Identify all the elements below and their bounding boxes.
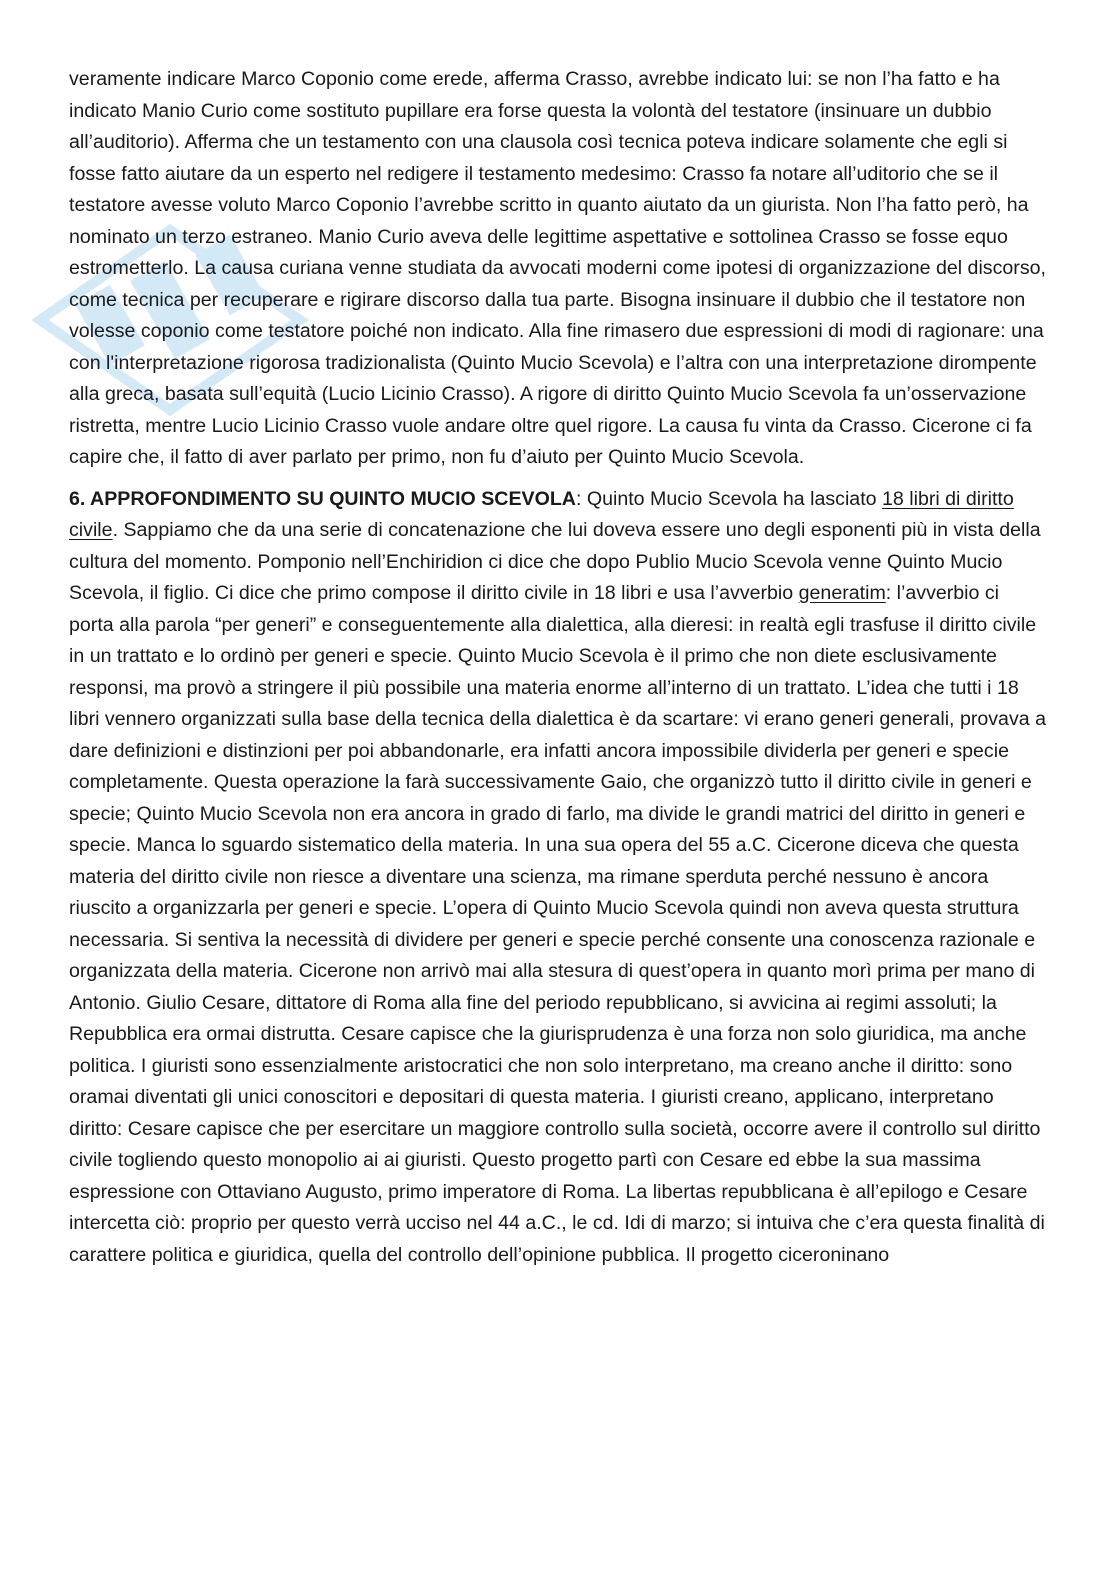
paragraph: veramente indicare Marco Coponio come erede, afferma Crasso, avrebbe indicato lui: se non l’ha fatto e ha indicato Manio Curio come sostituto pupillare era forse questa la volontà del testatore (insinuare un dubbio all’auditorio). Afferma che un testamento con una clausola così tecnica poteva indicare solamente che egli si fosse fatto aiutare da un esperto nel redigere il testamento medesimo: Crasso fa notare all’uditorio che se il testatore avesse voluto Marco Coponio l’avrebbe scritto in quanto aiutato da un giurista. Non l’ha fatto però, ha nominato un terzo estraneo. Manio Curio aveva delle legittime aspettative e sottolinea Crasso se fosse equo estrometterlo. La causa curiana venne studiata da avvocati moderni come ipotesi di organizzazione del discorso, come tecnica per recuperare e rigirare discorso dalla tua parte. Bisogna insinuare il dubbio che il testatore non volesse coponio come testatore poiché non indicato. Alla fine rimasero due espressioni di modi di ragionare: una con l'interpretazione rigorosa tradizionalista (Quinto Mucio Scevola) e l’altra con una interpretazione dirompente alla greca, basata sull’equità (Lucio Licinio Crasso). A rigore di diritto Quinto Mucio Scevola fa un’osservazione ristretta, mentre Lucio Licinio Crasso vuole andare oltre quel rigore. La causa fu vinta da Crasso. Cicerone ci fa capire che, il fatto di aver parlato per primo, non fu d’aiuto per Quinto Mucio Scevola. bbox=[69, 68, 1046, 468]
paragraph-text: . Sappiamo che da una serie di concatenazione che lui doveva essere uno degli esponenti più in vista della cultura del momento. Pomponio nell’Enchiridion ci dice che dopo Publio Mucio Scevola venne Quinto Mucio Scevola, il figlio. Ci dice che primo compose il diritto civile in 18 libri e usa l’avverbio bbox=[69, 519, 1041, 604]
paragraph-text: : l’avverbio ci porta alla parola “per generi” e conseguentemente alla dialettica, alla dieresi: in realtà egli trasfuse il diritto civile in un trattato e lo ordinò per generi e specie. Quinto Mucio Scevola è il primo che non diete esclusivamente responsi, ma provò a stringere il più possibile una materia enorme all’interno di un trattato. L’idea che tutti i 18 libri vennero organizzati sulla base della tecnica della dialettica è da scartare: vi erano generi generali, provava a dare definizioni e distinzioni per poi abbandonarle, era infatti ancora impossibile dividerla per generi e specie completamente. Questa operazione la farà successivamente Gaio, che organizzò tutto il diritto civile in generi e specie; Quinto Mucio Scevola non era ancora in grado di farlo, ma divide le grandi matrici del diritto in generi e specie. Manca lo sguardo sistematico della materia. In una sua opera del 55 a.C. Cicerone diceva che questa materia del diritto civile non riesce a diventare una scienza, ma rimane sperduta perché nessuno è ancora riuscito a organizzarla per generi e specie. L’opera di Quinto Mucio Scevola quindi non aveva questa struttura necessaria. Si sentiva la necessità di dividere per generi e specie perché consente una conoscenza razionale e organizzata della materia. Cicerone non arrivò mai alla stesura di quest’opera in quanto morì prima per mano di Antonio. Giulio Cesare, dittatore di Roma alla fine del periodo repubblicano, si avvicina ai regimi assoluti; la Repubblica era ormai distrutta. Cesare capisce che la giurisprudenza è una forza non solo giuridica, ma anche politica. I giuristi sono essenzialmente aristocratici che non solo interpretano, ma creano anche il diritto: sono oramai diventati gli unici conoscitori e depositari di questa materia. I giuristi creano, applicano, interpretano diritto: Cesare capisce che per esercitare un maggiore controllo sulla società, occorre avere il controllo sul diritto civile togliendo questo monopolio ai ai giuristi. Questo progetto partì con Cesare ed ebbe la sua massima espressione con Ottaviano Augusto, primo imperatore di Roma. La libertas repubblicana è all’epilogo e Cesare intercetta ciò: proprio per questo verrà ucciso nel 44 a.C., le cd. Idi di marzo; si intuiva che c’era questa finalità di carattere politica e giuridica, quella del controllo dell’opinione pubblica. Il progetto ciceroninano bbox=[69, 582, 1046, 1266]
paragraph-text: : Quinto Mucio Scevola ha lasciato bbox=[575, 487, 882, 510]
underlined-term: generatim bbox=[798, 582, 886, 604]
section-6-paragraph bbox=[69, 484, 1049, 1272]
section-heading: 6. APPROFONDIMENTO SU QUINTO MUCIO SCEVOLA bbox=[69, 487, 576, 510]
document-body bbox=[69, 64, 1049, 1271]
underlined-text: 18 libri di diritto civile bbox=[69, 487, 1014, 541]
